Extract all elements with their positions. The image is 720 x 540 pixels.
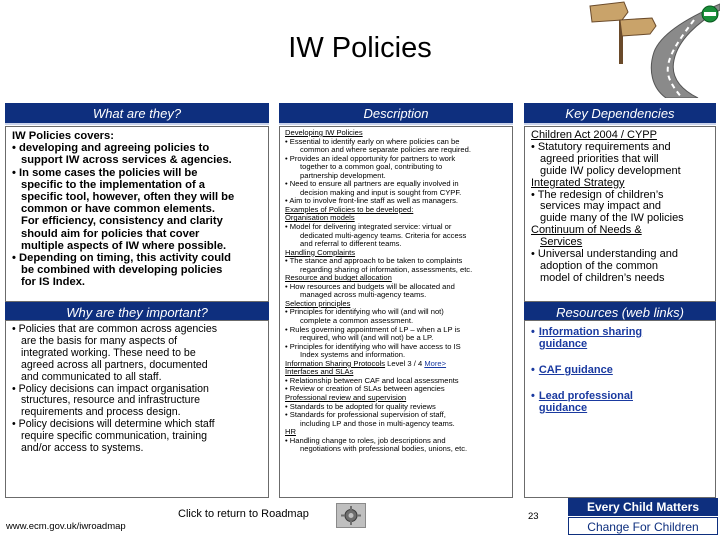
page-number: 23	[528, 511, 539, 522]
key-dependencies-panel	[524, 126, 716, 302]
return-to-roadmap-link[interactable]: Click to return to Roadmap	[178, 508, 309, 520]
key-dependencies-header: Key Dependencies	[524, 103, 716, 125]
why-important-panel	[5, 320, 269, 498]
what-are-they-panel	[5, 126, 269, 302]
description-text: Developing IW Policies • Essential to identify early on where policies can be common and where separate policies are required. • Provides an ideal opportunity for partners to work together to a common goal, contributing to partnership development. • Need to ensure all partners are equally involved in decision making and input is sought from CYPF. • Aim to involve front-line staff as well as managers. Examples of Policies to be developed: Organisation models • Model for delivering integrated service: virtual or dedicated multi-agency teams. Criteria for access and referral to different teams. Handling Complaints • The stance and approach to be taken to complaints regarding sharing of information, assessments, etc. Resource and budget allocation • How resources and budgets will be allocated and managed across multi-agency teams. Selection principles • Principles for identifying who will (and will not) complete a common assessment. • Rules governing appointment of LP – when a LP is required, who will (and will not) be a LP. • Principles for identifying who will have access to IS Index systems and information. Information Sharing Protocols Level 3 / 4 More> Interfaces and SLAs • Relationship between CAF and local assessments • Review or creation of SLAs between agencies Professional review and supervision • Standards to be adopted for quality reviews • Standards for professional supervision of staff, including LP and those in multi-agency teams. HR • Handling change to roles, job descriptions and negotiations with professional bodies, unions, etc.	[285, 128, 473, 454]
every-child-matters-logo	[568, 498, 718, 538]
what-are-they-header: What are they?	[5, 103, 269, 125]
logo-bottom-text: Change For Children	[568, 517, 718, 535]
key-dependencies-text: Children Act 2004 / CYPP • Statutory requirements and agreed priorities that will guide IW policy development Integrated Strategy • The redesign of children’s services may impact and guide many of the IW policies Continuum of Needs & Services • Universal understanding and adoption of the common model of children’s needs	[531, 129, 684, 284]
resource-link-lead-professional[interactable]: • Lead professional guidance	[531, 389, 633, 414]
what-are-they-text: IW Policies covers: • developing and agreeing policies to support IW across services & agencies. • In some cases the policies will be specific to the implementation of a specific tool, however, often they will be common or have common elements. For efficiency, consistency and clarity should aim for policies that cover multiple aspects of IW where possible. • Depending on timing, this activity could be combined with developing policies for IS Index.	[12, 130, 235, 289]
resources-header: Resources (web links)	[524, 302, 716, 324]
description-header: Description	[279, 103, 513, 125]
footer-url: www.ecm.gov.uk/iwroadmap	[6, 521, 126, 532]
description-panel	[279, 126, 513, 498]
resource-link-caf-guidance[interactable]: • CAF guidance	[531, 363, 613, 376]
gear-icon	[337, 504, 365, 527]
resources-panel	[524, 320, 716, 498]
page-title: IW Policies	[288, 32, 432, 64]
resource-link-info-sharing[interactable]: • Information sharing guidance	[531, 326, 643, 350]
why-important-text: • Policies that are common across agencies are the basis for many aspects of integrated working. These need to be agreed across all partners, documented and communicated to all staff. • Policy decisions can impact organisation structures, resource and infrastructure requirements and process design. • Policy decisions will determine which staff require specific communication, training and/or access to systems.	[12, 323, 218, 455]
logo-top-text: Every Child Matters	[568, 498, 718, 516]
roadmap-button[interactable]	[336, 503, 366, 528]
more-link[interactable]: More>	[424, 358, 447, 368]
why-important-header: Why are they important?	[5, 302, 269, 324]
roadmap-signpost-icon	[578, 0, 720, 98]
